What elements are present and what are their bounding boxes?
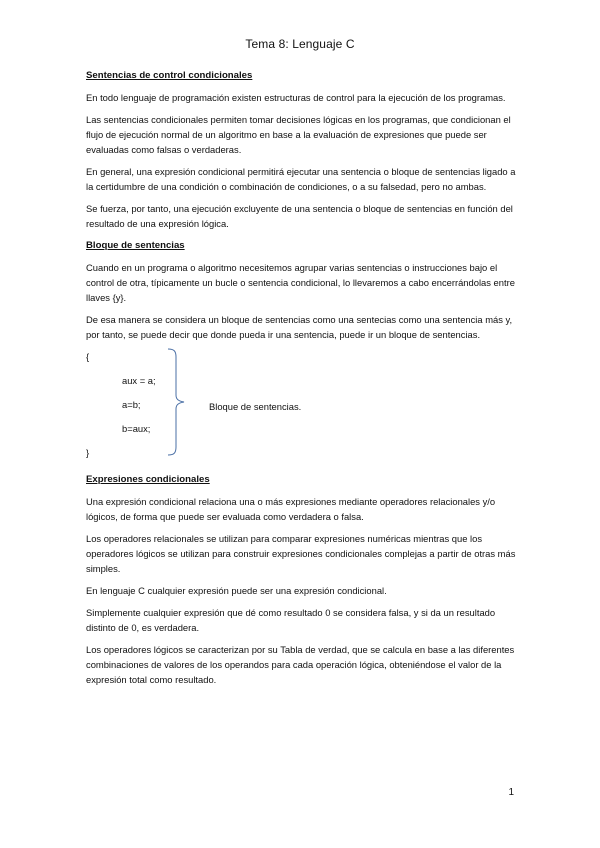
paragraph: En todo lenguaje de programación existen estructuras de control para la ejecución de los programas.	[86, 92, 506, 103]
paragraph: En lenguaje C cualquier expresión puede ser una expresión condicional.	[86, 585, 387, 596]
bracket-label: Bloque de sentencias.	[209, 401, 302, 412]
paragraph: Se fuerza, por tanto, una ejecución excluyente de una sentencia o bloque de sentencias en función del resultado de una expresión lógica.	[86, 203, 513, 229]
code-line: a=b;	[122, 399, 141, 410]
code-block	[86, 349, 518, 464]
paragraph: Una expresión condicional relaciona una o más expresiones mediante operadores relacionales y/o lógicos, de forma que puede ser evaluada como verdadera o falsa.	[86, 496, 496, 522]
paragraph: Simplemente cualquier expresión que dé como resultado 0 se considera falsa, y si da un resultado distinto de 0, es verdadera.	[86, 607, 496, 633]
paragraph: En general, una expresión condicional permitirá ejecutar una sentencia o bloque de sentencias ligado a la certidumbre de una condición o combinación de condiciones, o a su falsedad, pero no ambas.	[86, 166, 516, 192]
page-title: Tema 8: Lenguaje C	[245, 37, 355, 51]
paragraph: Los operadores relacionales se utilizan para comparar expresiones numéricas mientras que los operadores lógicos se utilizan para construir expresiones condicionales complejas a partir de otras más simples.	[86, 533, 516, 574]
paragraph: Los operadores lógicos se caracterizan por su Tabla de verdad, que se calcula en base a las diferentes combinaciones de valores de los operandos para cada operación lógica, obteniéndose el valor de la expresión total como resultado.	[86, 644, 515, 685]
paragraph: De esa manera se considera un bloque de sentencias como una sentecias como una sentencia más y, por tanto, se puede decir que donde pueda ir una sentencia, puede ir un bloque de sentencias.	[86, 314, 513, 340]
code-close-brace: }	[86, 447, 90, 458]
paragraph: Las sentencias condicionales permiten tomar decisiones lógicas en los programas, que condicionan el flujo de ejecución normal de un algoritmo en base a la evaluación de expresiones que puede ser evaluadas como falsas o verdaderas.	[86, 114, 511, 155]
code-line: b=aux;	[122, 423, 151, 434]
page-number: 1	[508, 787, 514, 798]
section-heading-sentencias-control: Sentencias de control condicionales	[86, 70, 253, 81]
section-heading-bloque-sentencias: Bloque de sentencias	[86, 240, 185, 251]
code-line: aux = a;	[122, 375, 156, 386]
paragraph: Cuando en un programa o algoritmo necesitemos agrupar varias sentencias o instrucciones bajo el control de otra, típicamente un bucle o sentencia condicional, lo llevaremos a cabo encerrándolas entre llaves {y}.	[86, 262, 515, 303]
code-open-brace: {	[86, 351, 90, 362]
section-heading-expresiones-condicionales: Expresiones condicionales	[86, 474, 210, 485]
page-content	[86, 68, 518, 694]
bracket-icon	[166, 347, 190, 457]
